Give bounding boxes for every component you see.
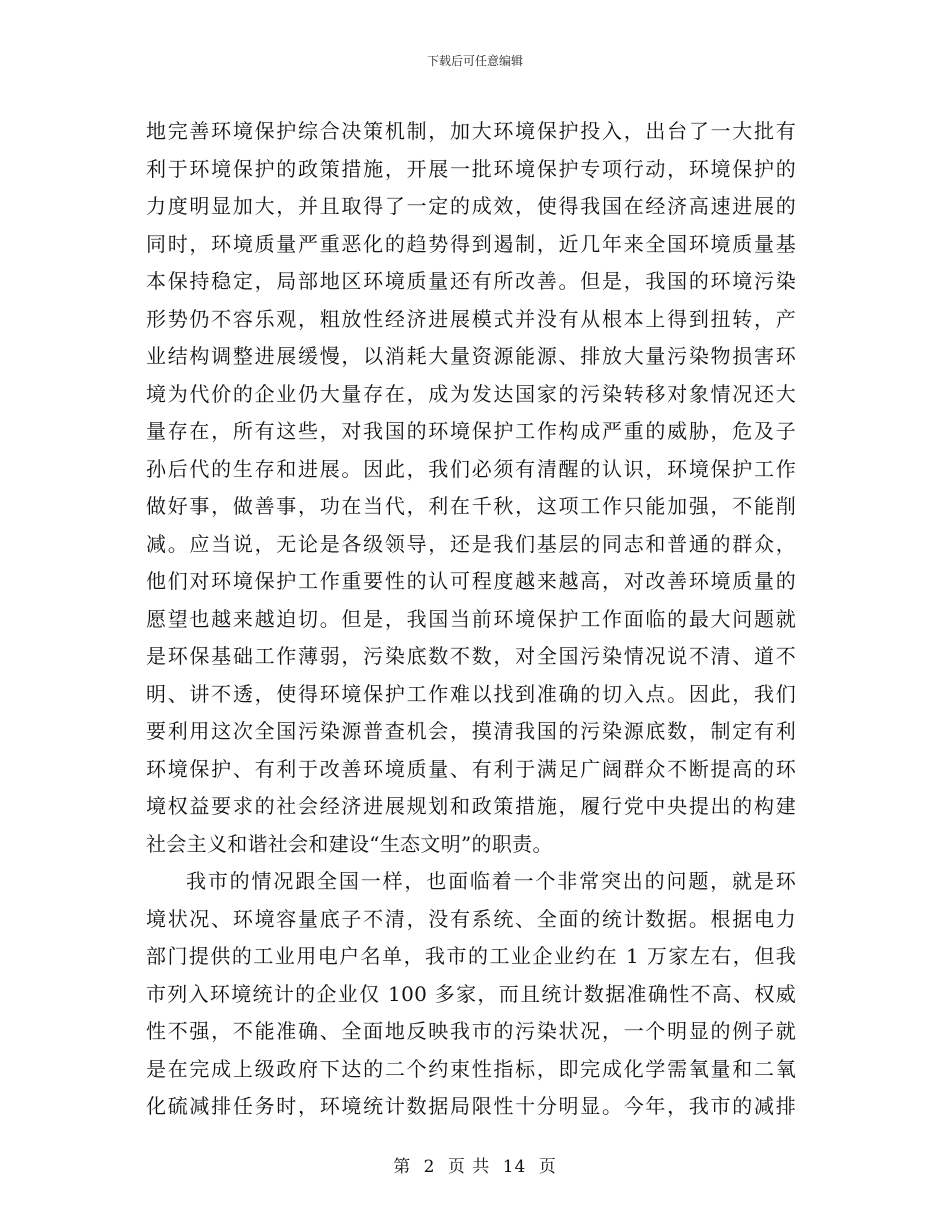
text-line: 本保持稳定，局部地区环境质量还有所改善。但是，我国的环境污染	[146, 269, 796, 293]
text-line: 是在完成上级政府下达的二个约束性指标，即完成化学需氧量和二氧	[146, 1056, 796, 1081]
footer-total-pages: 14	[502, 1157, 527, 1177]
text-line: 境状况、环境容量底子不清，没有系统、全面的统计数据。根据电力	[146, 906, 796, 931]
text-line: 利于环境保护的政策措施，开展一批环境保护专项行动，环境保护的	[146, 156, 796, 181]
text-line: 地完善环境保护综合决策机制，加大环境保护投入，出台了一大批有	[146, 119, 796, 143]
page-footer	[0, 1152, 950, 1177]
footer-prefix: 第	[393, 1157, 412, 1177]
text-line: 是环保基础工作薄弱，污染底数不数，对全国污染情况说不清、道不	[146, 644, 796, 668]
text-line: 业结构调整进展缓慢，以消耗大量资源能源、排放大量污染物损害环	[146, 344, 796, 368]
text-line: 我市的情况跟全国一样，也面临着一个非常突出的问题，就是环	[186, 869, 796, 893]
text-line: 他们对环境保护工作重要性的认可程度越来越高，对改善环境质量的	[146, 569, 796, 593]
text-line: 要利用这次全国污染源普查机会，摸清我国的污染源底数，制定有利	[146, 719, 796, 743]
footer-suffix: 页	[538, 1157, 557, 1177]
footer-middle: 页 共	[447, 1157, 491, 1177]
text-line: 境为代价的企业仍大量存在，成为发达国家的污染转移对象情况还大	[146, 381, 796, 406]
text-line: 化硫减排任务时，环境统计数据局限性十分明显。今年，我市的减排	[146, 1094, 796, 1118]
page-header: 下载后可任意编辑	[426, 54, 523, 68]
text-line: 明、讲不透，使得环境保护工作难以找到准确的切入点。因此，我们	[146, 681, 796, 706]
text-line: 愿望也越来越迫切。但是，我国当前环境保护工作面临的最大问题就	[146, 606, 796, 631]
text-line: 量存在，所有这些，对我国的环境保护工作构成严重的威胁，危及子	[146, 419, 796, 443]
text-line: 境权益要求的社会经济进展规划和政策措施，履行党中央提出的构建	[146, 794, 796, 818]
text-line: 市列入环境统计的企业仅 100 多家，而且统计数据准确性不高、权威	[146, 981, 796, 1006]
text-line: 形势仍不容乐观，粗放性经济进展模式并没有从根本上得到扭转，产	[146, 306, 796, 331]
text-line: 性不强，不能准确、全面地反映我市的污染状况，一个明显的例子就	[146, 1019, 796, 1043]
text-line: 力度明显加大，并且取得了一定的成效，使得我国在经济高速进展的	[146, 194, 796, 218]
text-line: 环境保护、有利于改善环境质量、有利于满足广阔群众不断提高的环	[146, 756, 796, 781]
text-line: 减。应当说，无论是各级领导，还是我们基层的同志和普通的群众，	[146, 531, 796, 556]
text-line: 孙后代的生存和进展。因此，我们必须有清醒的认识，环境保护工作	[146, 456, 796, 481]
document-body	[146, 113, 796, 1126]
text-line: 社会主义和谐社会和建设“生态文明”的职责。	[146, 831, 553, 856]
footer-page-number: 2	[423, 1157, 436, 1177]
text-line: 同时，环境质量严重恶化的趋势得到遏制，近几年来全国环境质量基	[146, 231, 796, 256]
paragraph	[146, 863, 796, 1126]
text-line: 部门提供的工业用电户名单，我市的工业企业约在 1 万家左右，但我	[146, 944, 796, 968]
text-line: 做好事，做善事，功在当代，利在千秋，这项工作只能加强，不能削	[146, 494, 796, 518]
paragraph	[146, 113, 796, 863]
